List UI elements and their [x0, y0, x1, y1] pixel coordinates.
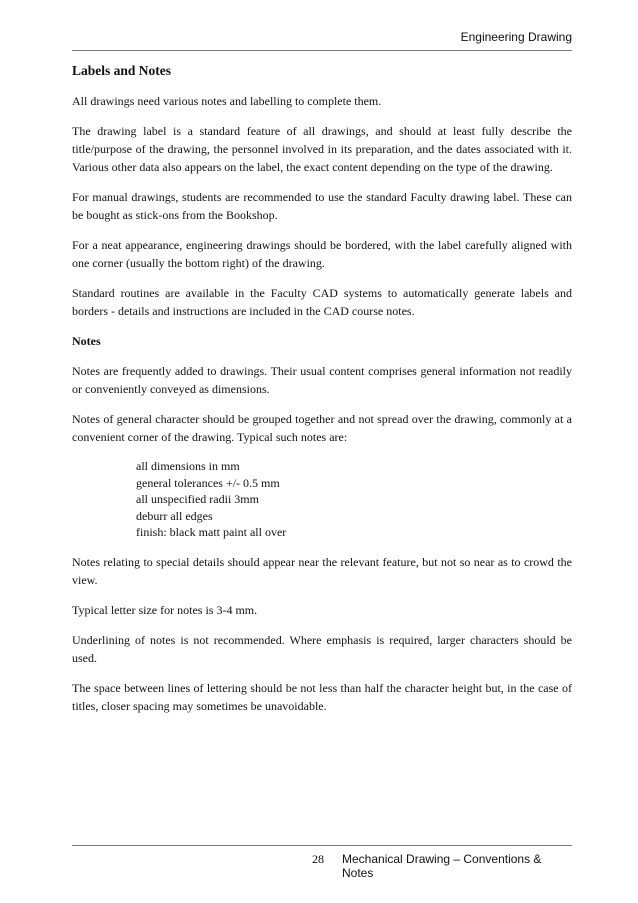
page-footer: [72, 852, 572, 880]
paragraph: Notes relating to special details should appear near the relevant feature, but not so near as to crowd the view.: [72, 554, 572, 587]
paragraph: Notes are frequently added to drawings. Their usual content comprises general information not readily or conveniently conveyed as dimensions.: [72, 364, 572, 396]
paragraph: The space between lines of lettering should be not less than half the character height but, in the case of titles, closer spacing may sometimes be unavoidable.: [72, 680, 572, 713]
paragraph: The drawing label is a standard feature of all drawings, and should at least fully describe the title/purpose of the drawing, the personnel involved in its preparation, and the dates associated with it. Various other data also appears on the label, the exact content depending on the type of the drawing.: [72, 124, 572, 174]
header-title: Engineering Drawing: [460, 30, 572, 44]
paragraph: For a neat appearance, engineering drawings should be bordered, with the label carefully aligned with one corner (usually the bottom right) of the drawing.: [72, 238, 572, 270]
typical-notes-list: [72, 458, 572, 541]
paragraph: Notes of general character should be grouped together and not spread over the drawing, commonly at a convenient corner of the drawing. Typical such notes are:: [72, 412, 572, 444]
section-title: Labels and Notes: [72, 63, 172, 78]
header-divider: [72, 50, 572, 51]
list-item: general tolerances +/- 0.5 mm: [136, 475, 280, 490]
paragraph: Standard routines are available in the Faculty CAD systems to automatically generate labels and borders - details and instructions are included in the CAD course notes.: [72, 286, 572, 318]
footer-title: Mechanical Drawing – Conventions & Notes: [342, 852, 542, 880]
list-item: deburr all edges: [136, 508, 213, 523]
list-item: finish: black matt paint all over: [136, 525, 287, 539]
paragraph: Underlining of notes is not recommended. Where emphasis is required, larger characters should be used.: [72, 632, 572, 665]
page-header: [72, 30, 572, 50]
paragraph: Typical letter size for notes is 3-4 mm.: [72, 602, 258, 617]
list-item: all dimensions in mm: [136, 459, 240, 473]
footer-divider: [72, 845, 572, 846]
list-item: all unspecified radii 3mm: [136, 492, 259, 506]
page-content: [72, 62, 572, 727]
notes-heading: Notes: [72, 334, 101, 348]
paragraph: For manual drawings, students are recommended to use the standard Faculty drawing label. These can be bought as stick-ons from the Bookshop.: [72, 190, 572, 222]
paragraph: All drawings need various notes and labelling to complete them.: [72, 94, 382, 108]
page-number: 28: [312, 852, 324, 866]
